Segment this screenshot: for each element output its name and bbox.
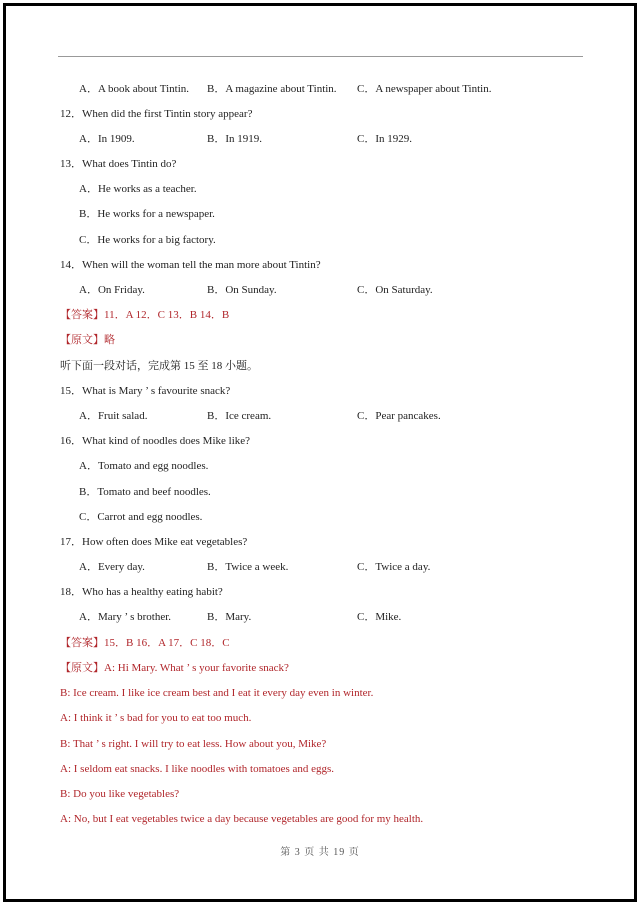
transcript-line: A: I think it ’ s bad for you to eat too much. (60, 712, 252, 724)
transcript-line: A: No, but I eat vegetables twice a day because vegetables are good for my health. (60, 813, 424, 825)
transcript-line: B: Ice cream. I like ice cream best and I eat it every day even in winter. (60, 687, 374, 699)
q16-option-b: B．Tomato and beef noodles. (79, 486, 211, 498)
q16-option-a: A．Tomato and egg noodles. (79, 460, 209, 472)
q15-question: 15．What is Mary ’ s favourite snack? (60, 385, 231, 397)
q13-option-c: C．He works for a big factory. (79, 234, 216, 246)
q17-option-c: C．Twice a day. (357, 561, 431, 573)
q12-option-a: A．In 1909. (79, 133, 135, 145)
answer-key-15-18: 【答案】15．B 16．A 17．C 18．C (60, 637, 230, 649)
original-text-11-14: 【原文】略 (60, 334, 115, 346)
q11-option-a: A．A book about Tintin. (79, 83, 190, 95)
q18-question: 18．Who has a healthy eating habit? (60, 586, 223, 598)
q13-question: 13．What does Tintin do? (60, 158, 177, 170)
transcript-line: B: That ’ s right. I will try to eat less. How about you, Mike? (60, 738, 327, 750)
q11-option-c: C．A newspaper about Tintin. (357, 83, 492, 95)
q17-option-b: B．Twice a week. (207, 561, 289, 573)
q14-question: 14．When will the woman tell the man more about Tintin? (60, 259, 321, 271)
q17-option-a: A．Every day. (79, 561, 145, 573)
q15-option-c: C．Pear pancakes. (357, 410, 441, 422)
q14-option-a: A．On Friday. (79, 284, 145, 296)
page-number: 第 3 页 共 19 页 (280, 847, 360, 858)
q18-option-b: B．Mary. (207, 611, 252, 623)
q12-option-c: C．In 1929. (357, 133, 412, 145)
transcript-line: A: I seldom eat snacks. I like noodles with tomatoes and eggs. (60, 763, 335, 775)
q16-option-c: C．Carrot and egg noodles. (79, 511, 203, 523)
transcript-line: 【原文】A: Hi Mary. What ’ s your favorite snack? (60, 662, 289, 674)
q14-option-b: B．On Sunday. (207, 284, 277, 296)
q16-question: 16．What kind of noodles does Mike like? (60, 435, 251, 447)
q13-option-a: A．He works as a teacher. (79, 183, 197, 195)
q15-option-b: B．Ice cream. (207, 410, 272, 422)
q11-option-b: B．A magazine about Tintin. (207, 83, 337, 95)
answer-key-11-14: 【答案】11．A 12．C 13．B 14．B (60, 309, 230, 321)
header-rule (58, 56, 583, 57)
q18-option-c: C．Mike. (357, 611, 402, 623)
transcript-line: B: Do you like vegetables? (60, 788, 180, 800)
q18-option-a: A．Mary ’ s brother. (79, 611, 172, 623)
q12-option-b: B．In 1919. (207, 133, 262, 145)
section-instruction: 听下面一段对话，完成第 15 至 18 小题。 (60, 360, 258, 372)
q12-question: 12．When did the first Tintin story appear? (60, 108, 253, 120)
q15-option-a: A．Fruit salad. (79, 410, 148, 422)
q14-option-c: C．On Saturday. (357, 284, 433, 296)
q17-question: 17．How often does Mike eat vegetables? (60, 536, 248, 548)
q13-option-b: B．He works for a newspaper. (79, 208, 215, 220)
